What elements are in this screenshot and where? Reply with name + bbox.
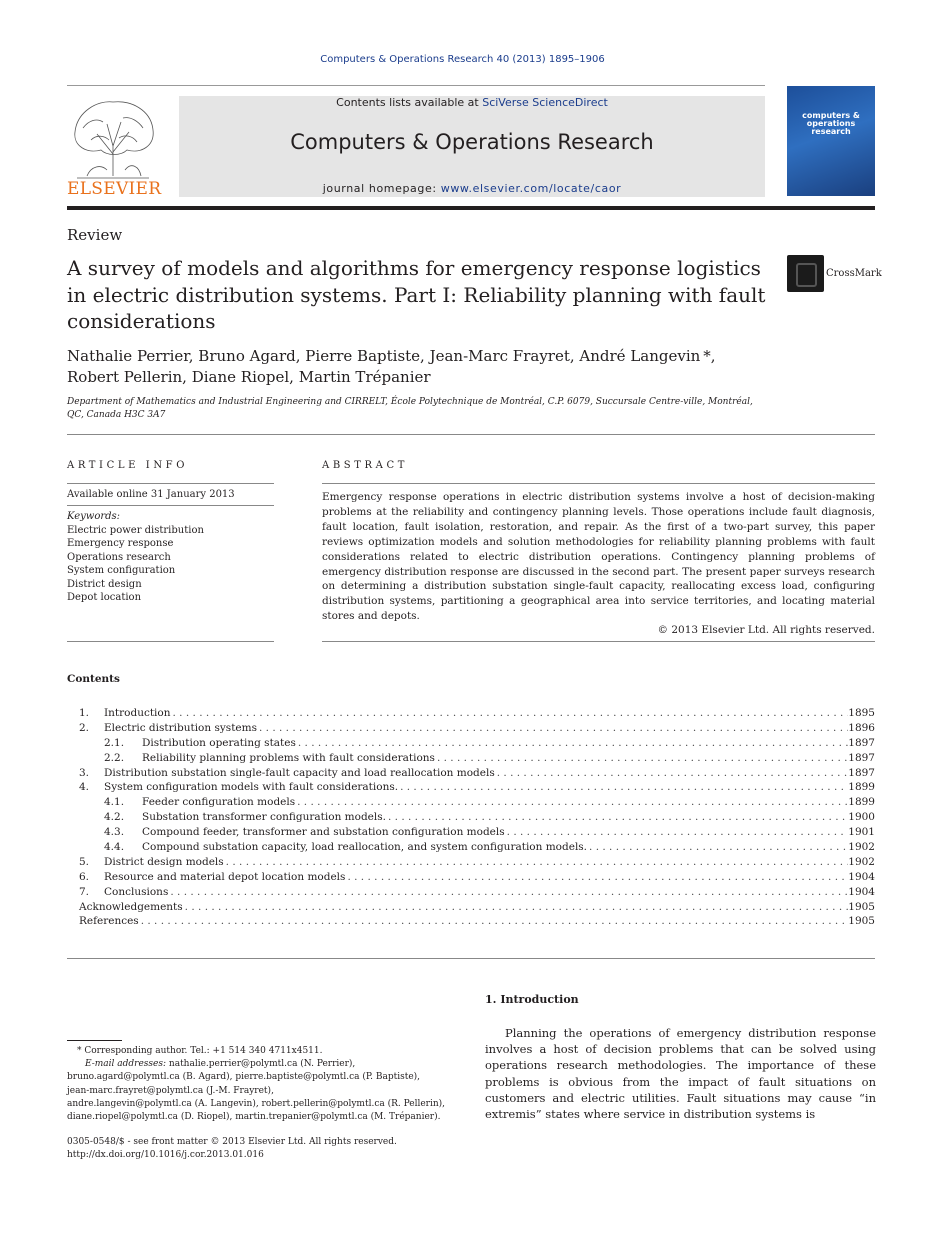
toc-entry[interactable] <box>67 751 875 766</box>
toc-leader-dots <box>296 736 848 751</box>
toc-entry-page[interactable]: 1897 <box>848 751 875 764</box>
toc-entry[interactable] <box>67 736 875 751</box>
toc-entry-page[interactable]: 1905 <box>848 900 875 913</box>
toc-entry-page[interactable]: 1904 <box>848 885 875 898</box>
keyword-item: Emergency response <box>67 538 174 550</box>
email-links[interactable]: nathalie.perrier@polymtl.ca (N. Perrier), <box>168 1059 356 1070</box>
toc-entry-title[interactable]: References <box>79 915 139 928</box>
email-line[interactable]: bruno.agard@polymtl.ca (B. Agard), pierre.baptiste@polymtl.ca (P. Baptiste), <box>67 1072 421 1083</box>
toc-entry-title[interactable]: Resource and material depot location models <box>104 870 346 883</box>
toc-leader-dots <box>224 855 849 870</box>
toc-entry[interactable] <box>67 721 875 736</box>
authors-line-1: Nathalie Perrier, Bruno Agard, Pierre Baptiste, Jean-Marc Frayret, André Langevin *, <box>67 347 716 365</box>
cover-title: computers & operations research <box>802 111 860 136</box>
toc-leader-dots <box>171 706 849 721</box>
journal-cover-image <box>787 86 875 196</box>
toc-entry-number <box>67 914 79 929</box>
toc-leader-dots <box>495 766 849 781</box>
authors-line-2: Robert Pellerin, Diane Riopel, Martin Trépanier <box>67 368 431 386</box>
journal-homepage-line <box>179 182 765 195</box>
header-divider <box>67 85 765 86</box>
toc-leader-dots <box>295 795 848 810</box>
toc-entry-number: 1. <box>79 707 90 719</box>
keyword-item: District design <box>67 578 142 590</box>
toc-entry-number: 2. <box>79 721 90 734</box>
toc-entry-title[interactable]: Substation transformer configuration models. <box>142 811 386 824</box>
divider <box>322 483 875 484</box>
crossmark-label: CrossMark <box>826 268 882 279</box>
journal-title: Computers & Operations Research <box>290 130 654 154</box>
toc-entry-number: 4.2. <box>104 811 125 824</box>
keywords-list <box>67 524 204 604</box>
toc-entry-title[interactable]: Electric distribution systems <box>104 721 257 734</box>
toc-entry-title[interactable]: System configuration models with fault considerations. <box>104 781 399 794</box>
keyword-item: Electric power distribution <box>67 525 204 536</box>
toc-entry-number: 6. <box>79 870 90 883</box>
footnotes <box>67 1045 467 1124</box>
toc-entry-number: 2.1. <box>104 736 125 749</box>
article-info-heading: ARTICLE INFO <box>67 460 189 471</box>
toc-entry[interactable] <box>67 870 875 885</box>
toc-entry-page[interactable]: 1901 <box>848 826 875 839</box>
contents-heading: Contents <box>67 673 120 685</box>
toc-entry-number: 4.3. <box>104 826 125 839</box>
front-matter <box>67 1136 467 1162</box>
abstract-copyright: © 2013 Elsevier Ltd. All rights reserved. <box>657 624 875 636</box>
keywords-label: Keywords: <box>67 511 121 522</box>
toc-entry-page[interactable]: 1902 <box>848 841 875 854</box>
toc-leader-dots <box>168 885 848 900</box>
publisher-wordmark: ELSEVIER <box>67 179 162 199</box>
toc-entry[interactable] <box>67 795 875 810</box>
abstract-heading: ABSTRACT <box>322 460 408 471</box>
author-list <box>67 346 767 388</box>
corresponding-author-note: * Corresponding author. Tel.: +1 514 340 4711x4511. <box>77 1046 323 1056</box>
homepage-prefix: journal homepage: <box>322 182 441 195</box>
introduction-text: Planning the operations of emergency distribution response involves a host of decision problems that can be solved using operations research methodologies. The importance of these problems is obvious from the impact of fault situations on customers and electric utilities. Fault situations may cause “in extremis” states where service in distribution systems is <box>485 1026 876 1122</box>
toc-entry-number: 4. <box>79 781 90 794</box>
toc-leader-dots <box>183 900 849 915</box>
email-line <box>67 1058 467 1071</box>
toc-entry-page[interactable]: 1902 <box>848 855 875 868</box>
toc-entry-title[interactable]: Acknowledgements <box>79 900 183 913</box>
toc-entry-title[interactable]: Introduction <box>104 707 171 719</box>
keyword-item: Operations research <box>67 551 171 563</box>
toc-entry-title[interactable]: Reliability planning problems with fault considerations <box>142 751 435 764</box>
contents-available-line <box>179 96 765 109</box>
toc-leader-dots <box>257 721 848 736</box>
abstract-text: Emergency response operations in electric distribution systems involve a host of decision-making problems at the reliability and contingency planning levels. Those operations include fault diagnosis, fault location, fault isolation, restoration, and repair. As the first of a two-part survey, this paper reviews optimization models and solution methodologies for reliability planning problems with fault considerations related to electric distribution operations. Contingency planning problems of emergency distribution response are discussed in the second part. The present paper surveys research on determining a distribution substation single-fault capacity, reallocating excess load, configuring distribution systems, partitioning a geographical area into service territories, and locating material stores and depots. <box>322 491 875 623</box>
toc-entry-title[interactable]: Feeder configuration models <box>142 796 296 809</box>
toc-entry-page[interactable]: 1899 <box>848 796 875 809</box>
toc-entry-title[interactable]: Conclusions <box>104 885 169 898</box>
toc-entry[interactable] <box>67 766 875 781</box>
email-line[interactable]: diane.riopel@polymtl.ca (D. Riopel), martin.trepanier@polymtl.ca (M. Trépanier). <box>67 1112 441 1123</box>
toc-entry-number: 4.4. <box>104 841 125 854</box>
toc-leader-dots <box>587 840 848 855</box>
article-title: A survey of models and algorithms for emergency response logistics in electric distribution systems. Part I: Reliability planning with fault considerations <box>67 256 766 333</box>
toc-entry-title[interactable]: Compound substation capacity, load reallocation, and system configuration models. <box>142 841 588 854</box>
toc-entry-title[interactable]: Distribution substation single-fault capacity and load reallocation models <box>104 766 495 779</box>
keyword-item: System configuration <box>67 565 176 577</box>
toc-entry[interactable] <box>67 840 875 855</box>
divider <box>67 505 274 506</box>
toc-entry-number: 3. <box>79 766 90 779</box>
divider <box>67 483 274 484</box>
toc-entry-title[interactable]: Distribution operating states <box>142 736 296 749</box>
toc-leader-dots <box>139 914 849 929</box>
toc-entry-title[interactable]: District design models <box>104 855 224 868</box>
toc-leader-dots <box>435 751 848 766</box>
toc-entry[interactable] <box>67 810 875 825</box>
toc-entry-number: 7. <box>79 885 90 898</box>
email-line[interactable]: andre.langevin@polymtl.ca (A. Langevin), robert.pellerin@polymtl.ca (R. Pellerin), <box>67 1098 446 1109</box>
journal-homepage-link[interactable]: www.elsevier.com/locate/caor <box>440 182 622 195</box>
toc-entry[interactable] <box>67 885 875 900</box>
toc-entry[interactable] <box>67 780 875 795</box>
toc-entry-page[interactable]: 1897 <box>848 736 875 749</box>
header-thick-rule <box>67 206 875 210</box>
divider <box>67 958 875 959</box>
toc-entry-page[interactable]: 1905 <box>848 915 875 928</box>
issn-line: 0305-0548/$ - see front matter © 2013 Elsevier Ltd. All rights reserved. <box>67 1137 397 1147</box>
article-type-label: Review <box>67 226 123 244</box>
toc-entry-page[interactable]: 1897 <box>848 766 875 779</box>
doi-link[interactable]: http://dx.doi.org/10.1016/j.cor.2013.01.016 <box>67 1150 264 1161</box>
footnote-rule <box>67 1040 122 1041</box>
crossmark-button[interactable] <box>787 255 882 293</box>
email-line[interactable]: jean-marc.frayret@polymtl.ca (J.-M. Frayret), <box>67 1085 274 1096</box>
author-affiliation: Department of Mathematics and Industrial Engineering and CIRRELT, École Polytechnique de Montréal, C.P. 6079, Succursale Centre-ville, Montréal, QC, Canada H3C 3A7 <box>67 397 753 420</box>
toc-leader-dots <box>505 825 849 840</box>
toc-entry[interactable] <box>67 855 875 870</box>
crossmark-icon <box>787 255 824 292</box>
toc-entry-page[interactable]: 1895 <box>848 707 875 719</box>
divider <box>322 641 875 642</box>
keyword-item: Depot location <box>67 592 142 604</box>
toc-entry[interactable] <box>67 706 875 721</box>
contents-prefix: Contents lists available at <box>336 96 483 109</box>
toc-leader-dots <box>398 780 848 795</box>
divider <box>67 434 875 435</box>
toc-entry-page[interactable]: 1904 <box>848 870 875 883</box>
divider <box>67 641 274 642</box>
toc-entry[interactable] <box>67 914 875 929</box>
toc-entry[interactable] <box>67 825 875 840</box>
toc-entry-number: 4.1. <box>104 796 125 809</box>
emails-label: E-mail addresses: <box>85 1059 167 1070</box>
journal-citation[interactable]: Computers & Operations Research 40 (2013) 1895–1906 <box>320 54 605 65</box>
toc-entry-number <box>67 900 79 915</box>
available-online-date: Available online 31 January 2013 <box>67 489 235 500</box>
toc-leader-dots <box>345 870 848 885</box>
toc-entry-number: 2.2. <box>104 751 125 764</box>
toc-entry[interactable] <box>67 900 875 915</box>
toc-entry-number: 5. <box>79 855 90 868</box>
toc-entry-title[interactable]: Compound feeder, transformer and substation configuration models <box>142 826 505 839</box>
sciencedirect-link[interactable]: SciVerse ScienceDirect <box>482 96 608 109</box>
table-of-contents <box>67 706 875 929</box>
toc-entry-page[interactable]: 1899 <box>848 781 875 794</box>
toc-entry-page[interactable]: 1896 <box>848 721 875 734</box>
toc-entry-page[interactable]: 1900 <box>848 811 875 824</box>
introduction-heading: 1. Introduction <box>485 993 579 1006</box>
toc-leader-dots <box>386 810 848 825</box>
